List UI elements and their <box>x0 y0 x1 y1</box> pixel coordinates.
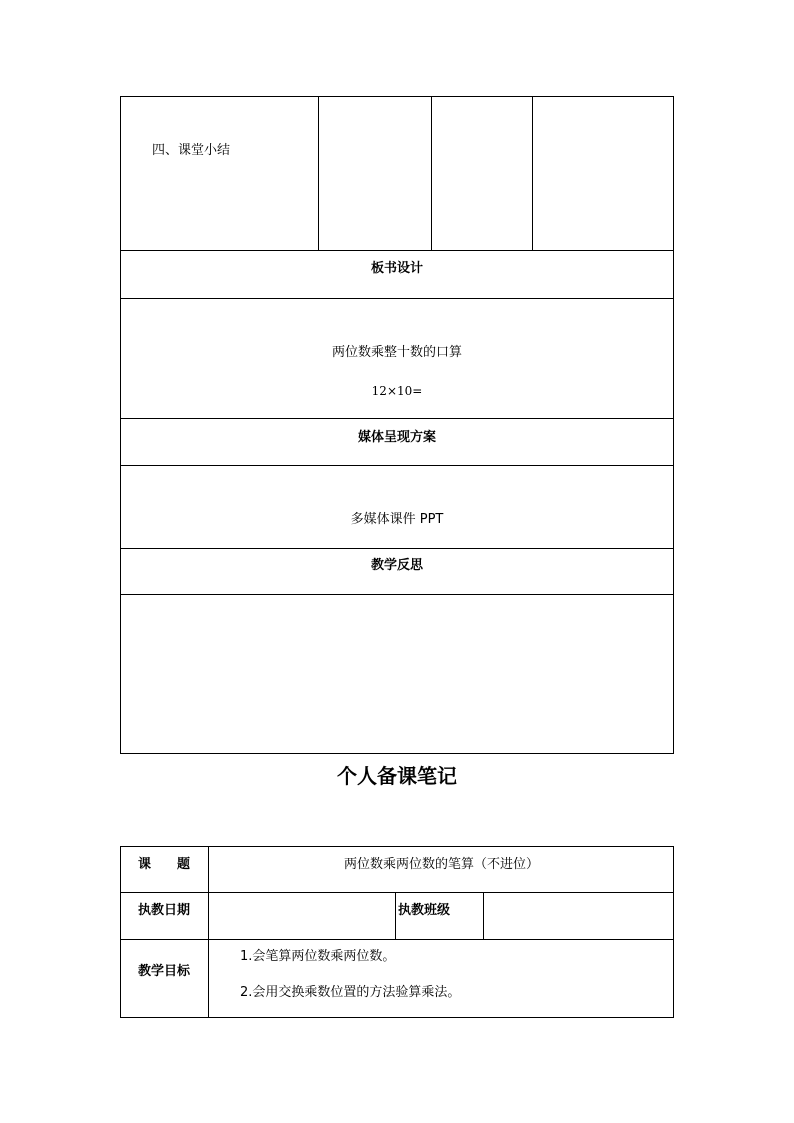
divider <box>318 96 319 251</box>
divider <box>120 298 674 299</box>
topic-label: 课 题 <box>137 857 190 872</box>
reflection-header: 教学反思 <box>370 558 423 573</box>
topic-value: 两位数乘两位数的笔算（不进位） <box>343 857 539 872</box>
table1-border <box>120 96 674 754</box>
divider <box>483 892 484 940</box>
goals-label: 教学目标 <box>137 964 190 979</box>
date-label: 执教日期 <box>137 903 190 918</box>
goal-item-1: 1.会笔算两位数乘两位数。 <box>240 949 396 964</box>
divider <box>120 465 674 466</box>
divider <box>120 939 674 940</box>
media-header: 媒体呈现方案 <box>357 430 436 445</box>
divider <box>431 96 432 251</box>
divider <box>120 892 674 893</box>
board-line-2: 12×10= <box>371 384 423 398</box>
board-line-1: 两位数乘整十数的口算 <box>331 345 462 360</box>
board-design-header: 板书设计 <box>370 261 423 276</box>
goal-item-2: 2.会用交换乘数位置的方法验算乘法。 <box>240 985 461 1000</box>
divider <box>395 892 396 940</box>
class-label: 执教班级 <box>398 903 451 918</box>
media-content: 多媒体课件 PPT <box>350 512 444 527</box>
divider <box>120 548 674 549</box>
step4-label: 四、课堂小结 <box>152 143 231 158</box>
divider <box>120 594 674 595</box>
divider <box>532 96 533 251</box>
divider <box>120 250 674 251</box>
notes-title: 个人备课笔记 <box>337 764 457 788</box>
divider <box>120 418 674 419</box>
